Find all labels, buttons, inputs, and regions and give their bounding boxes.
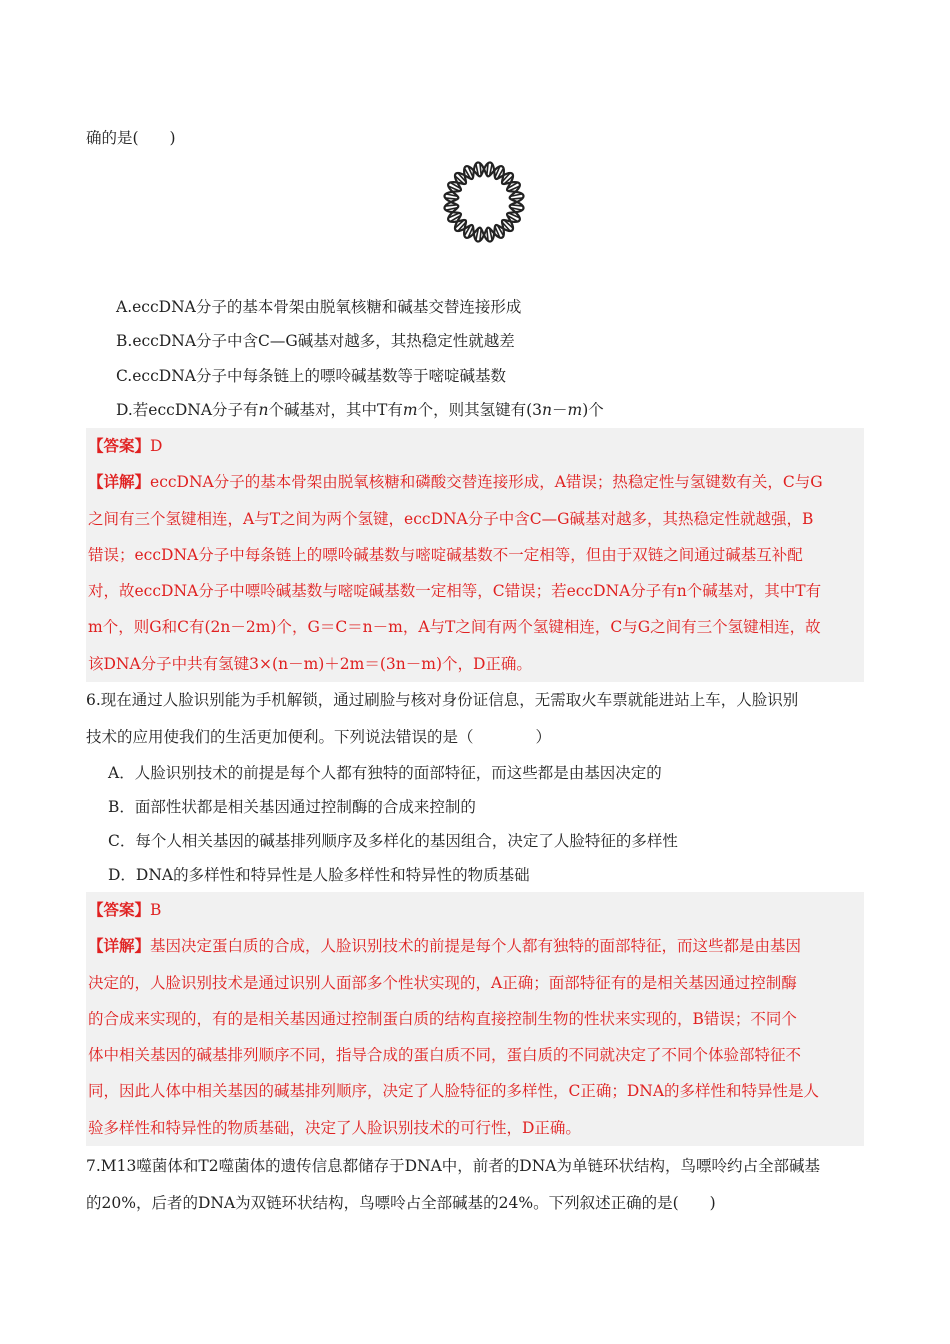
circular-dna-icon [436,154,532,250]
q6-detail-line: 验多样性和特异性的物质基础，决定了人脸识别技术的可行性，D正确。 [88,1118,581,1137]
q5-detail-line: m个，则G和C有(2n－2m)个，G＝C＝n－m，A与T之间有两个氢键相连，C与G之间有三个氢键相连，故 [88,618,821,637]
q6-option-c: C．每个人相关基因的碱基排列顺序及多样化的基因组合，决定了人脸特征的多样性 [108,832,678,850]
q6-detail-line: 体中相关基因的碱基排列顺序不同，指导合成的蛋白质不同，蛋白质的不同就决定了不同个体验部特征不 [88,1046,802,1065]
q5-option-a: A.eccDNA分子的基本骨架由脱氧核糖和碱基交替连接形成 [116,298,522,316]
q6-detail-line: 决定的，人脸识别技术是通过识别人面部多个性状实现的，A正确；面部特征有的是相关基因通过控制酶 [88,973,797,992]
q5-detail-line: 该DNA分子中共有氢键3×(n－m)＋2m＝(3n－m)个，D正确。 [88,654,532,673]
q6-stem-line: 6.现在通过人脸识别能为手机解锁，通过刷脸与核对身份证信息，无需取火车票就能进站上车，人脸识别 [86,691,799,709]
q7-stem-line: 的20%，后者的DNA为双链环状结构，鸟嘌呤占全部碱基的24%。下列叙述正确的是( ) [86,1194,716,1212]
q6-stem-line: 技术的应用使我们的生活更加便利。下列说法错误的是（ ） [86,728,552,746]
q6-option-d: D．DNA的多样性和特异性是人脸多样性和特异性的物质基础 [108,866,530,884]
q6-detail-line: 同，因此人体中相关基因的碱基排列顺序，决定了人脸特征的多样性，C正确；DNA的多样性和特异性是人 [88,1082,820,1101]
q6-option-b: B．面部性状都是相关基因通过控制酶的合成来控制的 [108,798,476,816]
q5-option-d: D.若eccDNA分子有n个碱基对，其中T有m个，则其氢键有(3n－m)个 [116,401,604,419]
q6-detail-line: 的合成来实现的，有的是相关基因通过控制蛋白质的结构直接控制生物的性状来实现的，B错误；不同个 [88,1009,797,1028]
q5-option-c: C.eccDNA分子中每条链上的嘌呤碱基数等于嘧啶碱基数 [116,367,506,385]
q5-stem-tail: 确的是( ) [86,129,176,147]
q7-stem-line: 7.M13噬菌体和T2噬菌体的遗传信息都储存于DNA中，前者的DNA为单链环状结构，鸟嘌呤约占全部碱基 [86,1157,820,1175]
q5-detail-line: 之间有三个氢键相连，A与T之间为两个氢键，eccDNA分子中含C—G碱基对越多，其热稳定性就越强，B [88,509,814,528]
q6-detail-line: 【详解】基因决定蛋白质的合成，人脸识别技术的前提是每个人都有独特的面部特征，而这些都是由基因 [88,936,802,956]
q5-detail-line: 对，故eccDNA分子中嘌呤碱基数与嘧啶碱基数一定相等，C错误；若eccDNA分子有n个碱基对，其中T有 [88,582,822,601]
q6-option-a: A．人脸识别技术的前提是每个人都有独特的面部特征，而这些都是由基因决定的 [108,764,662,782]
q5-answer: 【答案】D [88,436,163,455]
q6-answer: 【答案】B [88,900,162,919]
q5-detail-line: 【详解】eccDNA分子的基本骨架由脱氧核糖和磷酸交替连接形成，A错误；热稳定性与氢键数有关，C与G [88,472,823,492]
q5-detail-line: 错误；eccDNA分子中每条链上的嘌呤碱基数与嘧啶碱基数不一定相等，但由于双链之间通过碱基互补配 [88,545,803,564]
q5-option-b: B.eccDNA分子中含C—G碱基对越多，其热稳定性就越差 [116,332,515,350]
q6-answer-box [86,892,864,1146]
q5-answer-box [86,428,864,682]
